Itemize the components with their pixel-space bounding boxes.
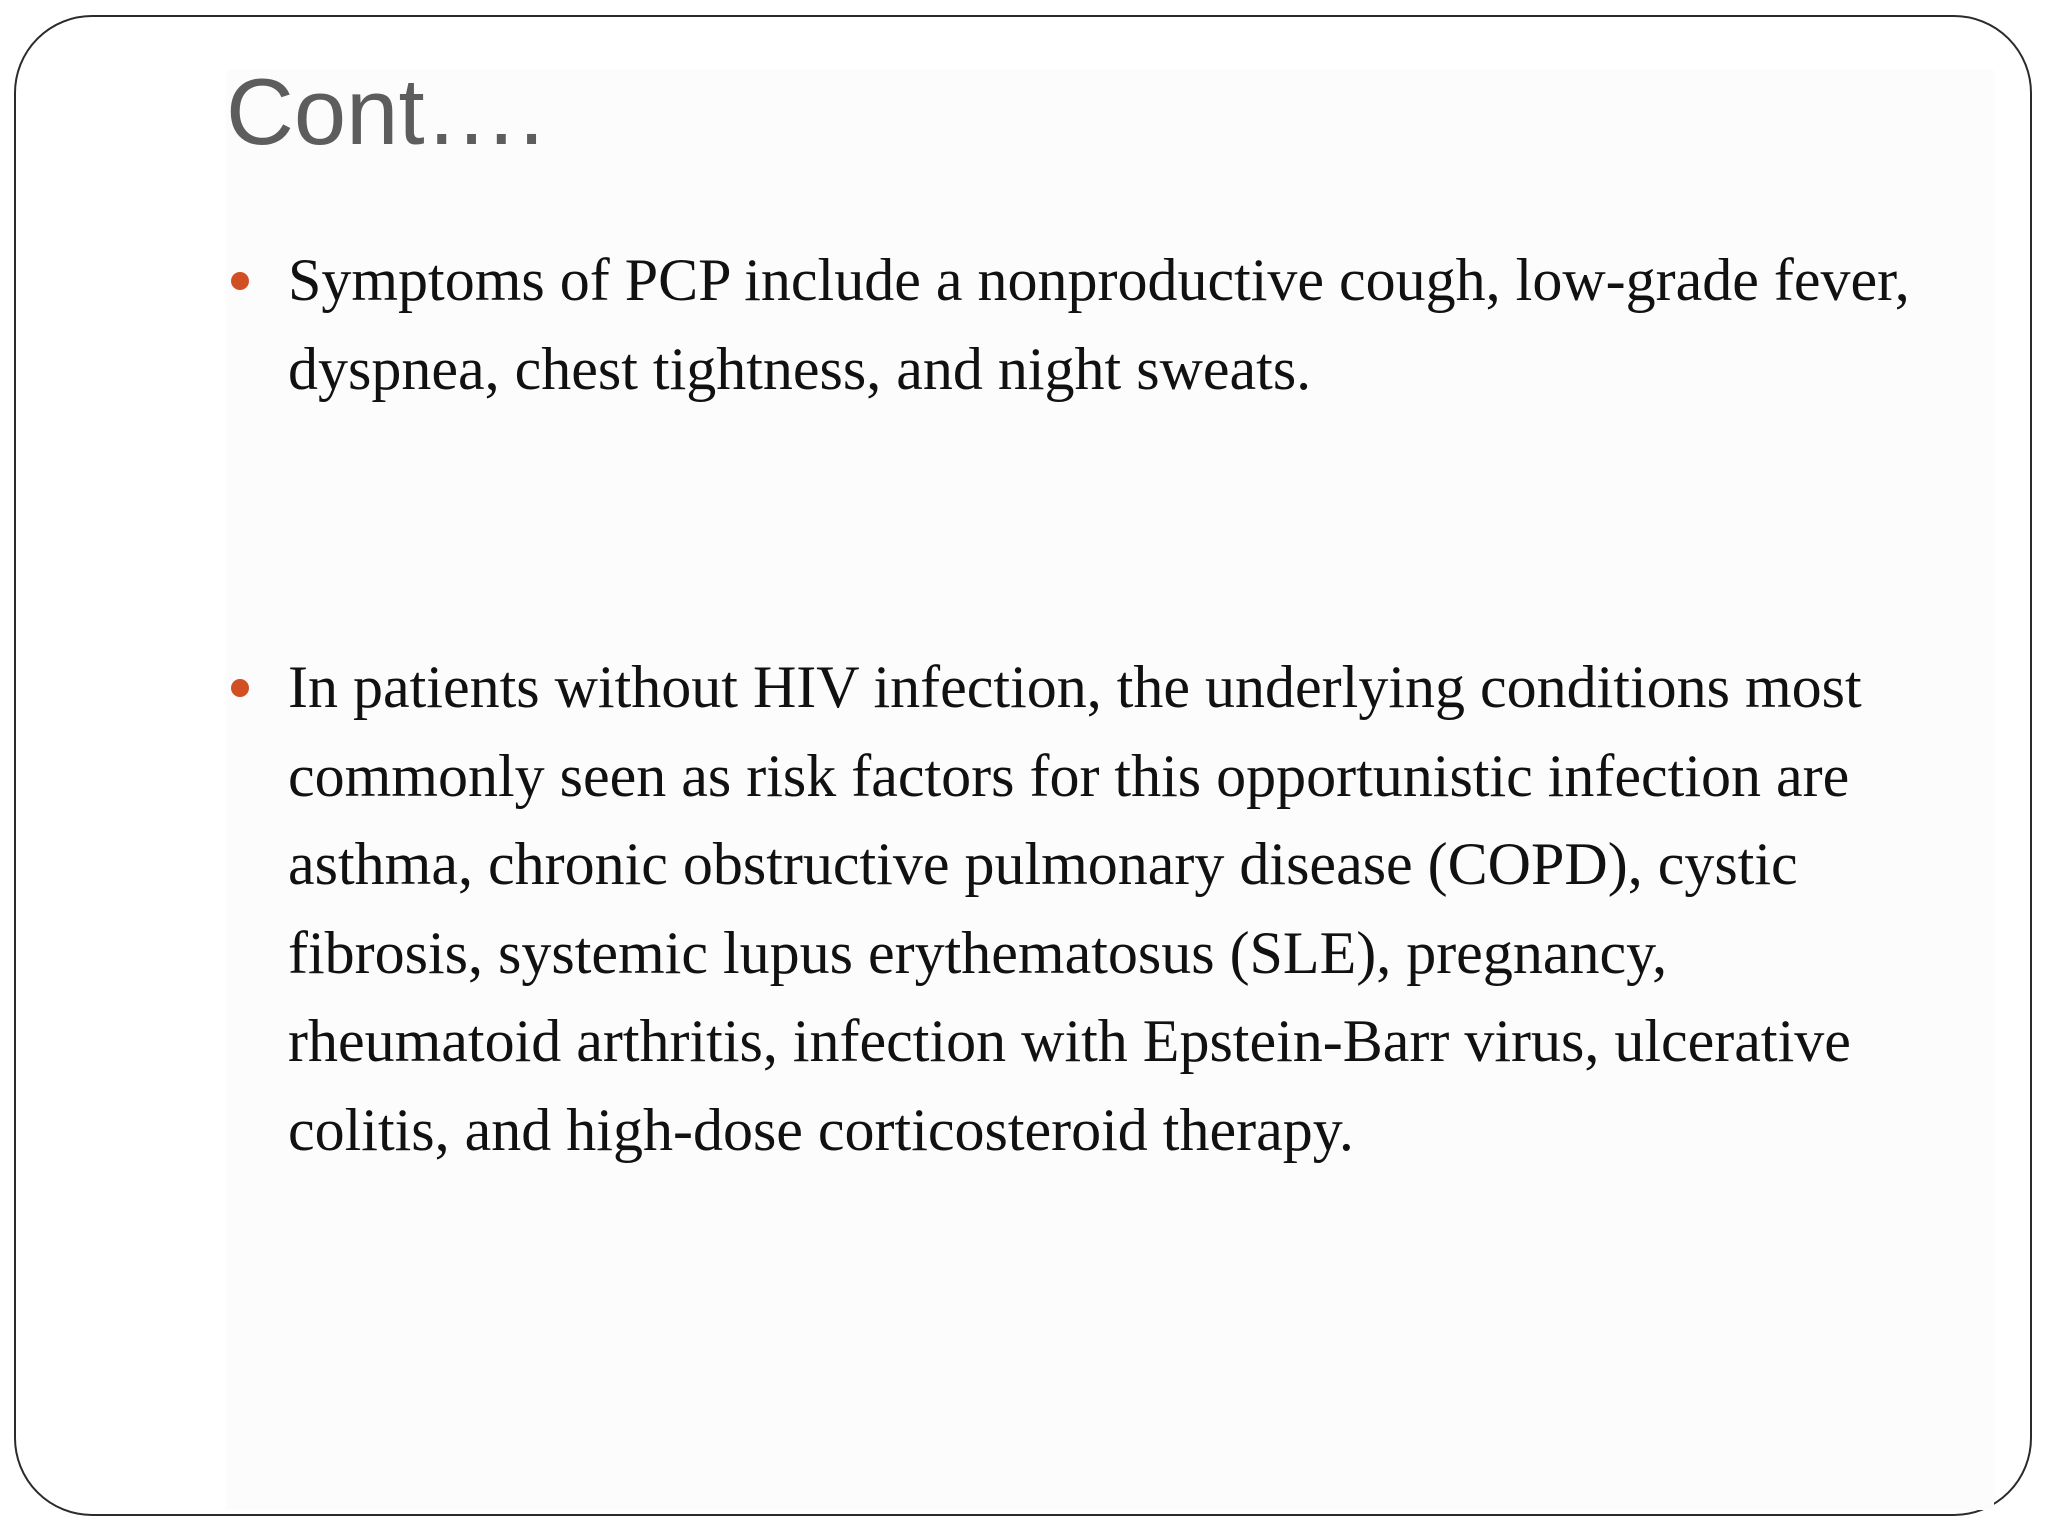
bullet-list [226, 236, 1946, 1174]
bullet-dot-icon [231, 272, 249, 290]
bullet-text: Symptoms of PCP include a nonproductive cough, low-grade fever, dyspnea, chest tightness, and night sweats. [288, 247, 1910, 402]
bullet-item-risk-factors [226, 643, 1946, 1174]
bullet-text: In patients without HIV infection, the underlying conditions most commonly seen as risk factors for this opportunistic infection are asthma, chronic obstructive pulmonary disease (COPD), cystic fibrosis, systemic lupus erythematosus (SLE), pregnancy, rheumatoid arthritis, infection with Epstein-Barr virus, ulcerative colitis, and high-dose corticosteroid therapy. [288, 654, 1862, 1163]
bullet-dot-icon [231, 679, 249, 697]
slide-title: Cont…. [226, 59, 545, 164]
bullet-item-symptoms [226, 236, 1946, 413]
